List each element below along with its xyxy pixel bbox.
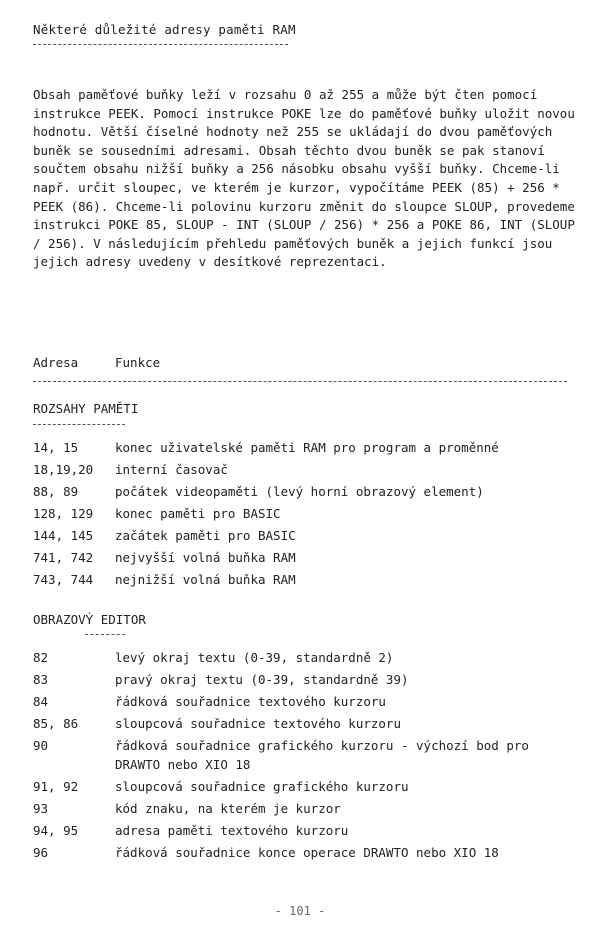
row-address: 18,19,20 <box>33 462 94 477</box>
intro-paragraph <box>33 86 575 272</box>
row-function: DRAWTO nebo XIO 18 <box>115 757 251 772</box>
paragraph-line: / 256). V následujícím přehledu paměťových buněk a jejich funkcí jsou <box>33 235 553 251</box>
paragraph-line: např. určit sloupec, ve kterém je kurzor, vypočítáme PEEK (85) + 256 * <box>33 179 560 195</box>
row-address: 741, 742 <box>33 550 94 565</box>
row-function: konec paměti pro BASIC <box>115 506 281 521</box>
row-function: pravý okraj textu (0-39, standardně 39) <box>115 672 409 687</box>
page-title: Některé důležité adresy paměti RAM <box>33 22 296 37</box>
paragraph-line: instrukce PEEK. Pomocí instrukce POKE lze do paměťové buňky uložit novou <box>33 105 575 121</box>
column-header-function: Funkce <box>115 355 161 370</box>
row-address: 14, 15 <box>33 440 79 455</box>
row-function: řádková souřadnice konce operace DRAWTO nebo XIO 18 <box>115 845 499 860</box>
row-address: 743, 744 <box>33 572 94 587</box>
row-address: 144, 145 <box>33 528 94 543</box>
row-address: 94, 95 <box>33 823 79 838</box>
section-heading-memory-ranges: ROZSAHY PAMĚTI <box>33 401 139 416</box>
section-underline <box>85 634 125 635</box>
row-address: 90 <box>33 738 49 753</box>
row-address: 93 <box>33 801 49 816</box>
paragraph-line: Obsah paměťové buňky leží v rozsahu 0 až 255 a může být čten pomocí <box>33 87 538 102</box>
header-rule <box>33 381 567 382</box>
column-header-address: Adresa <box>33 355 79 370</box>
page-number: - 101 - <box>274 904 326 918</box>
row-function: nejvyšší volná buňka RAM <box>115 550 296 565</box>
row-function: řádková souřadnice grafického kurzoru - výchozí bod pro <box>115 738 529 753</box>
paragraph-line: jejich adresy uvedeny v desítkové reprezentaci. <box>33 254 387 270</box>
section-underline <box>33 424 125 425</box>
row-function: kód znaku, na kterém je kurzor <box>115 801 341 816</box>
row-address: 83 <box>33 672 49 687</box>
row-address: 84 <box>33 694 49 709</box>
row-function: interní časovač <box>115 462 228 477</box>
row-address: 91, 92 <box>33 779 79 794</box>
row-address: 88, 89 <box>33 484 79 499</box>
paragraph-line: PEEK (86). Chceme-li polovinu kurzoru změnit do sloupce SLOUP, provedeme <box>33 198 575 214</box>
row-address: 96 <box>33 845 49 860</box>
row-function: sloupcová souřadnice textového kurzoru <box>115 716 401 731</box>
row-function: levý okraj textu (0-39, standardně 2) <box>115 650 394 665</box>
paragraph-line: buněk se sousedními adresami. Obsah těchto dvou buněk se pak stanoví <box>33 142 545 158</box>
paragraph-line: hodnotu. Větší číselné hodnoty než 255 se ukládají do dvou paměťových <box>33 124 553 140</box>
row-function: začátek paměti pro BASIC <box>115 528 296 543</box>
row-address: 85, 86 <box>33 716 79 731</box>
row-function: sloupcová souřadnice grafického kurzoru <box>115 779 409 794</box>
paragraph-line: instrukci POKE 85, SLOUP - INT (SLOUP / 256) * 256 a POKE 86, INT (SLOUP <box>33 217 575 233</box>
row-address: 128, 129 <box>33 506 94 521</box>
row-function: nejnižší volná buňka RAM <box>115 572 296 587</box>
paragraph-line: součtem obsahu nižší buňky a 256 násobku obsahu vyšší buňky. Chceme-li <box>33 161 560 177</box>
row-function: konec uživatelské paměti RAM pro program a proměnné <box>115 440 499 455</box>
row-function: adresa paměti textového kurzoru <box>115 823 349 838</box>
section-heading-screen-editor: OBRAZOVÝ EDITOR <box>33 612 146 627</box>
title-underline <box>33 44 288 45</box>
row-function: počátek videopaměti (levý horní obrazový element) <box>115 484 484 499</box>
row-address: 82 <box>33 650 49 665</box>
row-function: řádková souřadnice textového kurzoru <box>115 694 386 709</box>
